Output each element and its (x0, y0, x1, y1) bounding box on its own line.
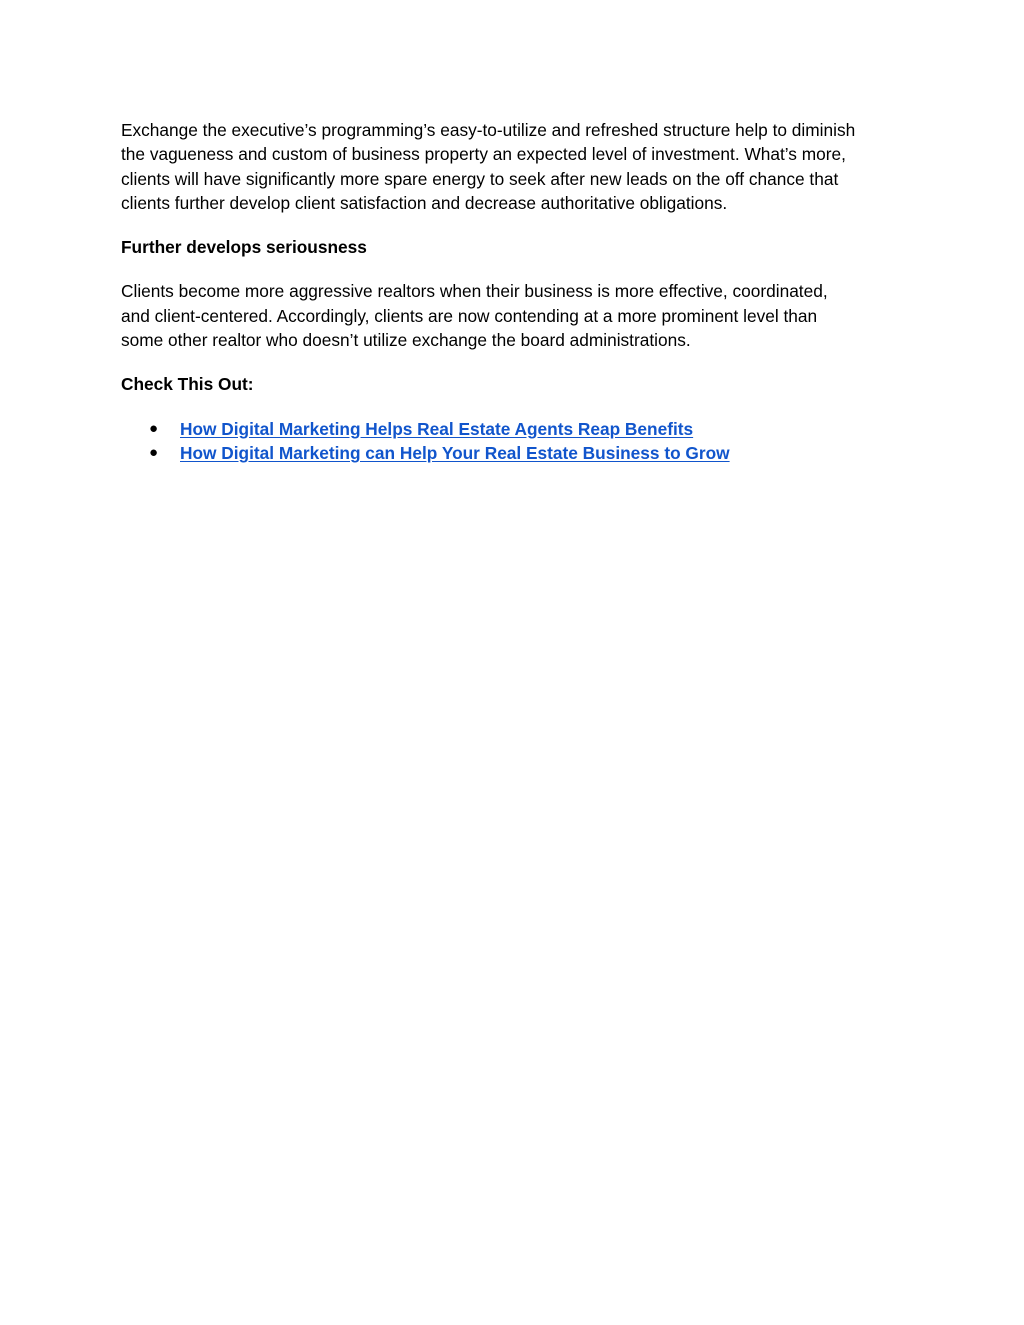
paragraph-line: the vagueness and custom of business property an expected level of investment. What’s more, (121, 144, 846, 165)
list-item (121, 441, 921, 465)
section-heading-seriousness: Further develops seriousness (121, 237, 367, 258)
section-heading-check-this-out: Check This Out: (121, 374, 254, 395)
paragraph-line: clients further develop client satisfaction and decrease authoritative obligations. (121, 192, 728, 213)
bullet-icon: ● (149, 419, 159, 437)
paragraph-line: some other realtor who doesn’t utilize exchange the board administrations. (121, 330, 691, 351)
related-links-list (121, 417, 921, 466)
paragraph-line: Exchange the executive’s programming’s easy-to-utilize and refreshed structure help to diminish (121, 120, 856, 140)
seriousness-paragraph (121, 279, 921, 352)
link-digital-marketing-helps-agents[interactable]: How Digital Marketing Helps Real Estate Agents Reap Benefits (180, 418, 694, 439)
link-digital-marketing-business-grow[interactable]: How Digital Marketing can Help Your Real Estate Business to Grow (180, 442, 730, 463)
document-page (121, 118, 921, 465)
bullet-icon: ● (149, 443, 159, 461)
paragraph-line: Clients become more aggressive realtors when their business is more effective, coordinated, (121, 281, 828, 302)
paragraph-line: clients will have significantly more spare energy to seek after new leads on the off chance that (121, 168, 839, 189)
list-item (121, 417, 921, 441)
paragraph-line: and client-centered. Accordingly, clients are now contending at a more prominent level than (121, 305, 818, 326)
intro-paragraph (121, 118, 921, 215)
